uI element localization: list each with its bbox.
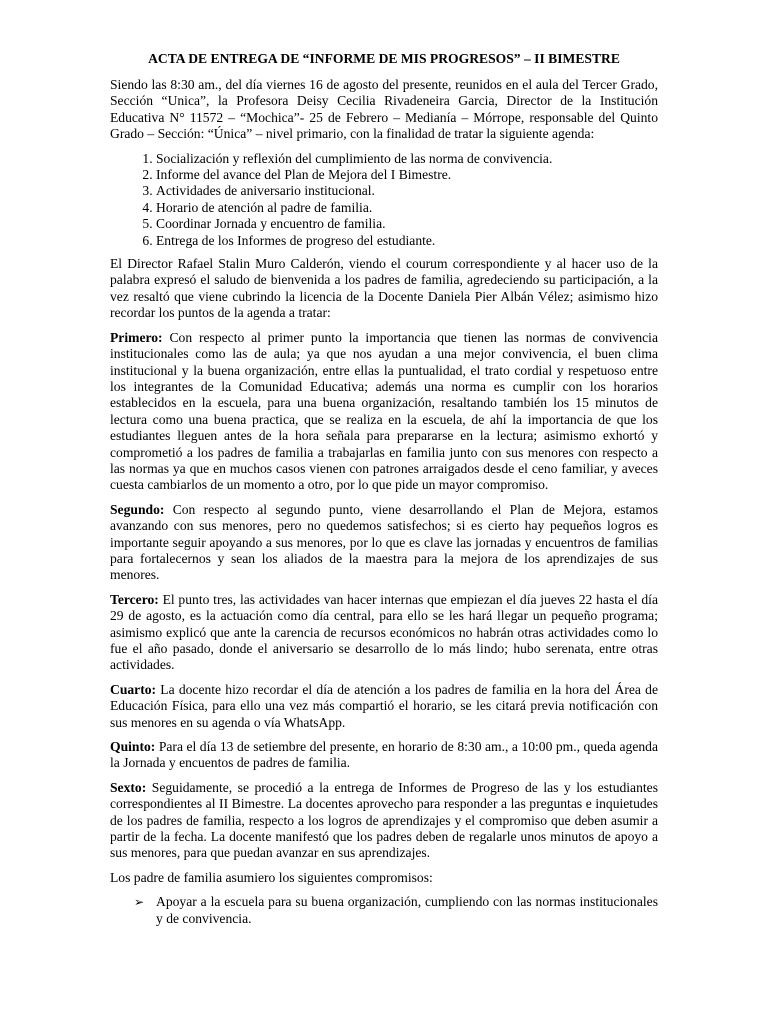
point-paragraph: [110, 682, 658, 731]
document-title: ACTA DE ENTREGA DE “INFORME DE MIS PROGRESOS” – II BIMESTRE: [148, 51, 620, 66]
commitment-text: Apoyar a la escuela para su buena organización, cumpliendo con las normas institucionales y de convivencia.: [156, 894, 658, 926]
point-lead: Primero:: [110, 329, 163, 345]
point-text: Para el día 13 de setiembre del presente, en horario de 8:30 am., a 10:00 pm., queda agenda la Jornada y encuentos de padres de familia.: [110, 739, 658, 771]
point-lead: Cuarto:: [110, 681, 157, 697]
point-paragraph: [110, 739, 658, 772]
agenda-item: 1. Socialización y reflexión del cumplimiento de las norma de convivencia.: [156, 151, 658, 167]
arrow-bullet-icon: ➢: [134, 895, 145, 910]
agenda-item: 5. Coordinar Jornada y encuentro de familia.: [156, 216, 658, 232]
point-lead: Quinto:: [110, 739, 156, 755]
commitment-item: [134, 894, 658, 927]
point-lead: Sexto:: [110, 779, 147, 795]
point-lead: Tercero:: [110, 591, 159, 607]
commitments-intro: Los padre de familia asumiero los siguientes compromisos:: [110, 869, 433, 885]
commitments-list: [110, 894, 658, 927]
point-text: Con respecto al primer punto la importancia que tienen las normas de convivencia institucionales como las de aula; ya que nos ayudan a una mejor convivencia, el buen clima institucional y la buena organización, entre ellas la puntualidad, el trato cordial y respetuoso entre los integrantes de la Comunidad Educativa; además una norma es cumplir con los horarios establecidos en la escuela, para una buena organización, resaltando también los 15 minutos de lectura como una buena practica, que se realiza en la escuela, de ahí la importancia de que los estudiantes lleguen antes de la hora señala para prepararse en la lectura; asimismo exhortó y comprometió a los padres de familia a trabajarlas en familia junto con sus menores con respecto a las normas ya que en muchos casos vienen con patrones arraigados desde el ceno familiar, y aveces cuesta cambiarlos de un momento a otro, por lo que pide un mayor compromiso.: [110, 329, 658, 493]
agenda-list: [110, 151, 658, 249]
point-paragraph: [110, 592, 658, 674]
agenda-item: 3. Actividades de aniversario institucional.: [156, 183, 658, 199]
point-text: Con respecto al segundo punto, viene desarrollando el Plan de Mejora, estamos avanzando con sus menores, pero no quedemos satisfechos; si es cierto hay pequeños logros es importante seguir apoyando a sus menores, por lo que es clave las jornadas y encuentros de familias para fortalecernos y sean los aliados de la maestra para la mejora de los aprendizajes de sus menores.: [110, 501, 658, 583]
point-paragraph: [110, 780, 658, 862]
point-paragraph: [110, 330, 658, 494]
point-paragraph: [110, 502, 658, 584]
agenda-item: 6. Entrega de los Informes de progreso del estudiante.: [156, 233, 658, 249]
intro-paragraph: Siendo las 8:30 am., del día viernes 16 de agosto del presente, reunidos en el aula del Tercer Grado, Sección “Unica”, la Profesora Deisy Cecilia Rivadeneira Garcia, Director de la Institución Educativa N° 11572 – “Mochica”- 25 de Febrero – Medianía – Mórrope, responsable del Quinto Grado – Sección: “Única” – nivel primario, con la finalidad de tratar la siguiente agenda:: [110, 77, 658, 142]
point-text: La docente hizo recordar el día de atención a los padres de familia en la hora del Área de Educación Física, para ello una vez más compartió el horario, se les citará previa notificación con sus menores en su agenda o vía WhatsApp.: [110, 681, 658, 730]
point-text: El punto tres, las actividades van hacer internas que empiezan el día jueves 22 hasta el día 29 de agosto, es la actuación como día central, para ello se les hará llegar un pequeño programa; asimismo explicó que ante la carencia de recursos económicos no habrán otras actividades como lo fue el año pasado, donde el aniversario se desarrollo de lo más lindo; hubo serenata, entre otras actividades.: [110, 591, 658, 673]
agenda-item: 4. Horario de atención al padre de familia.: [156, 200, 658, 216]
director-paragraph: El Director Rafael Stalin Muro Calderón, viendo el courum correspondiente y al hacer uso de la palabra expresó el saludo de bienvenida a los padres de familia, agredeciendo su participación, a la vez resaltó que viene cubrindo la licencia de la Docente Daniela Pier Albán Vélez; asimismo hizo recordar los puntos de la agenda a tratar:: [110, 256, 658, 321]
point-text: Seguidamente, se procedió a la entrega de Informes de Progreso de las y los estudiantes correspondientes al II Bimestre. La docentes aprovecho para responder a las preguntas e inquietudes de los padres de familia, respecto a los logros de aprendizajes y el compromiso que deben asumir a partir de la fecha. La docente manifestó que los padres deben de regalarle unos minutos de apoyo a sus menores, para que puedan avanzar en sus aprendizajes.: [110, 779, 658, 861]
agenda-item: 2. Informe del avance del Plan de Mejora del I Bimestre.: [156, 167, 658, 183]
point-lead: Segundo:: [110, 501, 165, 517]
